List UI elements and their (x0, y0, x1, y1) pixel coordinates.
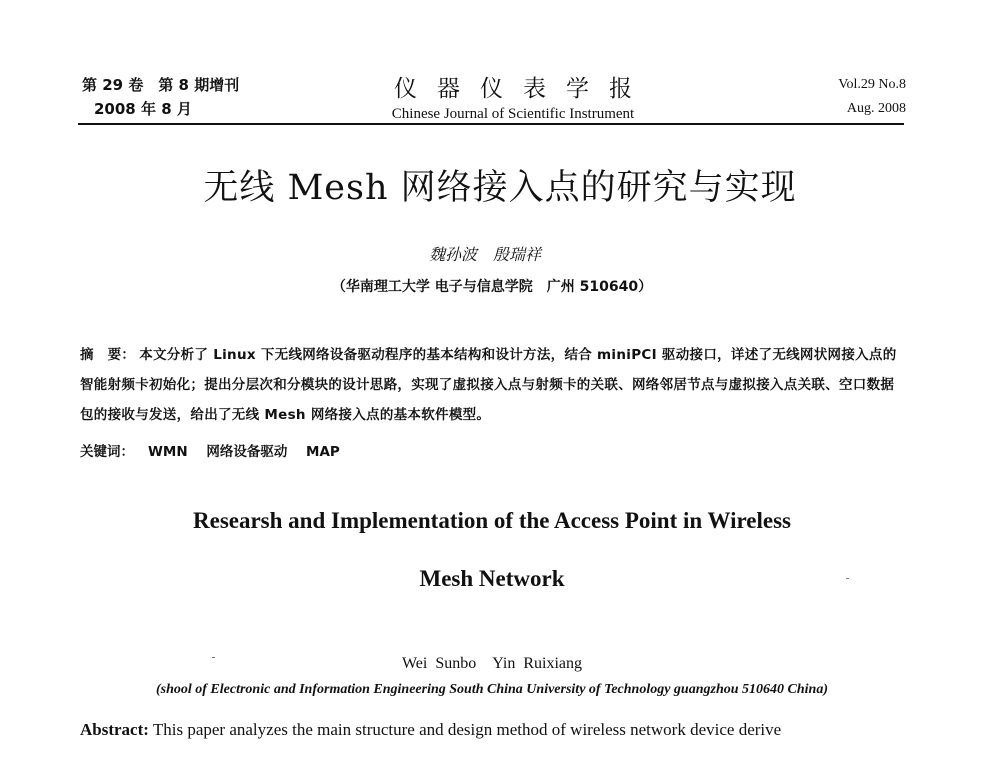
header-center (368, 78, 658, 122)
journal-title-en: Chinese Journal of Scientific Instrument (391, 106, 635, 122)
abstract-cn-text: 本文分析了 Linux 下无线网络设备驱动程序的基本结构和设计方法，结合 miniPCI 驱动接口，详述了无线网状网接入点的智能射频卡初始化；提出分层次和分模块的设计思路，实现了虚拟接入点与射频卡的关联、网络邻居节点与虚拟接入点关联、空口数据包的接收与发送，给出了无线 Mesh 网络接入点的基本软件模型。 (80, 347, 897, 423)
abstract-en-label: Abstract: (80, 720, 149, 739)
keyword-item: MAP (306, 444, 340, 460)
abstract-cn-label: 摘 要： (80, 347, 136, 363)
affiliation-cn: （华南理工大学 电子与信息学院 广州 510640） (331, 279, 653, 295)
keywords-cn (80, 440, 340, 460)
header-right (838, 78, 906, 116)
journal-title-cn: 仪器仪表学报 (394, 76, 652, 102)
scan-speck (846, 578, 849, 579)
keywords-cn-label: 关键词： (80, 444, 134, 460)
affiliation-en: (shool of Electronic and Information Engineering South China University of Technology guangzhou 510640 China) (155, 682, 828, 697)
paper-title-en-line1: Researsh and Implementation of the Access Point in Wireless (193, 508, 791, 533)
keyword-item: 网络设备驱动 (206, 444, 288, 460)
header-left (82, 78, 239, 117)
volume-issue-en: Vol.29 No.8 (838, 77, 906, 92)
authors-cn: 魏孙波 殷瑞祥 (428, 245, 541, 264)
header-rule (78, 123, 904, 125)
volume-issue-cn: 第 29 卷 第 8 期增刊 (82, 76, 240, 94)
authors-en: Wei Sunbo Yin Ruixiang (401, 655, 583, 672)
date-cn: 2008 年 8 月 (94, 100, 192, 118)
paper-title-cn: 无线 Mesh 网络接入点的研究与实现 (203, 168, 797, 208)
scan-speck (212, 657, 215, 658)
abstract-cn (80, 340, 904, 430)
paper-title-en-line2: Mesh Network (419, 566, 565, 591)
abstract-en-text: This paper analyzes the main structure and design method of wireless network device derive (148, 720, 782, 739)
keyword-item: WMN (148, 444, 188, 460)
abstract-en (80, 720, 920, 740)
date-en: Aug. 2008 (846, 101, 906, 116)
